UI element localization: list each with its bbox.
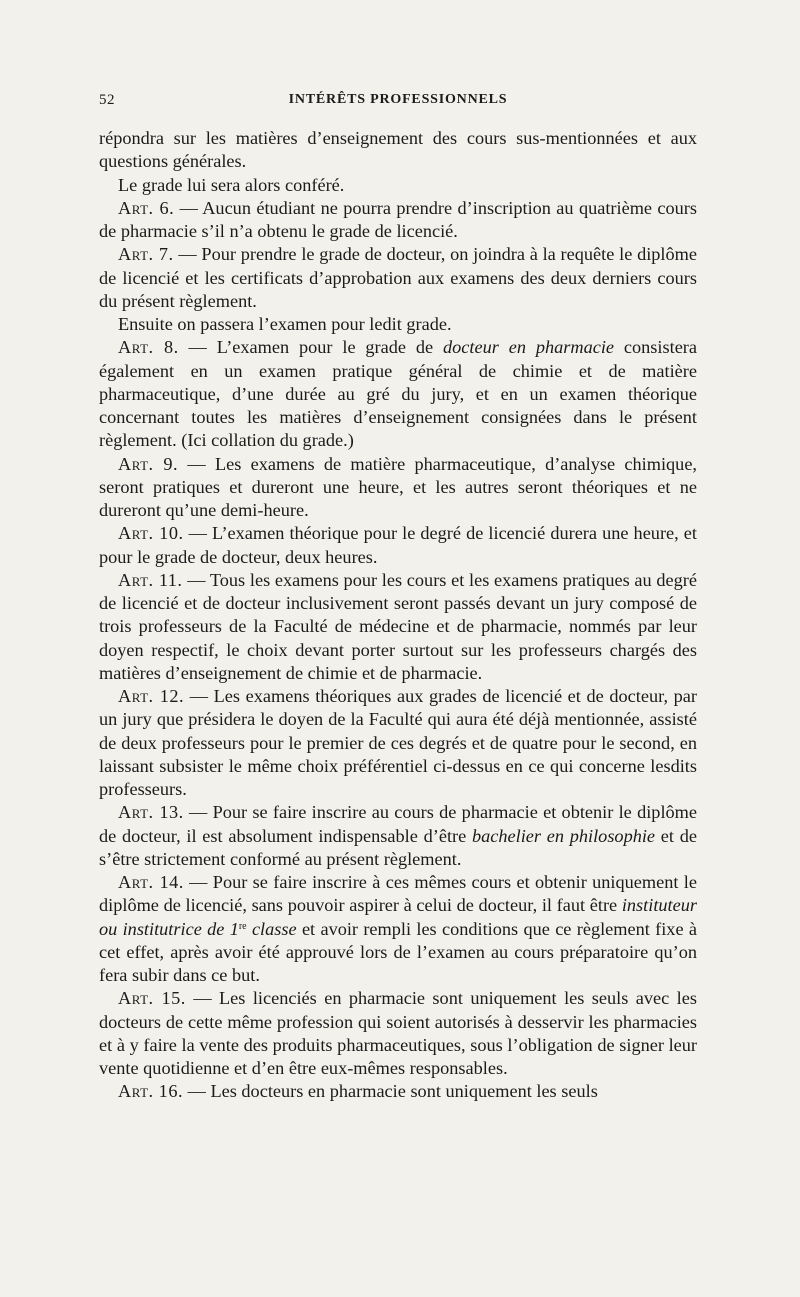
article-text: consistera également en un examen pratique général de chimie et de matière pharmaceutique, d’une durée au gré du jury, et en un examen théorique concernant toutes les matières d’enseignement consignées dans le présent règlement. (Ici collation du grade.)	[99, 337, 698, 451]
article-label: Art. 14.	[118, 872, 184, 892]
article-label: Art. 6.	[118, 197, 175, 218]
paragraph: Le grade lui sera alors conféré.	[118, 174, 345, 195]
article-text: — Les examens théoriques aux grades de licencié et de docteur, par un jury que présidera le doyen de la Faculté qui aura été déjà mentionnée, assisté de deux professeurs pour le premier de ces degrés et de quatre pour le second, en laissant subsister le même choix préférentiel ci-dessus en ce qui concerne lesdits professeurs.	[99, 686, 697, 799]
paragraph-continuation: répondra sur les matières d’enseignement des cours sus-mentionnées et aux questions générales.	[99, 128, 697, 172]
article-text: et de s’être strictement conformé au présent règlement.	[99, 825, 697, 869]
article-14	[99, 871, 697, 987]
article-13	[99, 801, 697, 871]
article-text: — Pour se faire inscrire à ces mêmes cours et obtenir uniquement le diplôme de licencié, sans pouvoir aspirer à celui de docteur, il faut être	[99, 872, 697, 916]
article-text: — Pour se faire inscrire au cours de pharmacie et obtenir le diplôme de docteur, il est absolument indispensable d’être	[99, 802, 697, 846]
article-label: Art. 10.	[118, 523, 184, 544]
article-6	[99, 197, 697, 244]
article-text: — Les docteurs en pharmacie sont uniquement les seuls	[183, 1081, 598, 1102]
article-text: — Tous les examens pour les cours et les examens pratiques au degré de licencié et de docteur inclusivement seront passés devant un jury composé de trois professeurs de la Faculté de médecine et de pharmacie, nommés par leur doyen respectif, le choix devant porter surtout sur les professeurs chargés des matières d’enseignement de chimie et de pharmacie.	[99, 569, 697, 683]
article-emphasis: classe	[246, 918, 297, 939]
article-12	[99, 685, 697, 801]
running-title: INTÉRÊTS PROFESSIONNELS	[288, 92, 508, 107]
article-15	[99, 987, 697, 1080]
article-label: Art. 9.	[118, 453, 179, 474]
article-emphasis: instituteur ou institutrice de 1	[99, 895, 697, 939]
article-text: — L’examen théorique pour le degré de licencié durera une heure, et pour le grade de docteur, deux heures.	[99, 523, 697, 567]
article-text: — Pour prendre le grade de docteur, on joindra à la requête le diplôme de licencié et les certificats d’approbation aux examens des deux derniers cours du présent règlement.	[99, 244, 697, 311]
ordinal-superscript: re	[238, 920, 247, 932]
article-text: — Les examens de matière pharmaceutique, d’analyse chimique, seront pratiques et dureront une heure, et les autres seront théoriques et ne dureront qu’une demi-heure.	[99, 453, 698, 520]
body-text	[99, 127, 697, 1104]
article-9	[99, 453, 697, 523]
article-label: Art. 12.	[118, 686, 185, 706]
article-label: Art. 11.	[118, 569, 183, 590]
article-text: et avoir rempli les conditions que ce règlement fixe à cet effet, après avoir été approuvé lors de l’examen au cours préparatoire qu’on fera subir dans ce but.	[99, 918, 697, 985]
article-text: — Les licenciés en pharmacie sont uniquement les seuls avec les docteurs de cette même profession qui soient autorisés à desservir les pharmacies et à y faire la vente des produits pharmaceutiques, sous l’obligation de signer leur vente quotidienne et d’en être eux-mêmes responsables.	[99, 988, 697, 1078]
article-emphasis: docteur en pharmacie	[443, 337, 615, 358]
article-16	[99, 1080, 697, 1103]
article-text: — Aucun étudiant ne pourra prendre d’inscription au quatrième cours de pharmacie s’il n’a obtenu le grade de licencié.	[99, 197, 698, 241]
article-label: Art. 7.	[118, 244, 174, 265]
article-text: — L’examen pour le grade de	[178, 337, 444, 358]
paragraph: Ensuite on passera l’examen pour ledit grade.	[118, 314, 452, 334]
article-7	[99, 243, 697, 313]
article-10	[99, 522, 697, 569]
article-label: Art. 16.	[118, 1081, 184, 1102]
article-label: Art. 13.	[118, 802, 184, 823]
article-8	[99, 336, 697, 452]
page-number: 52	[99, 92, 115, 108]
article-emphasis: bachelier en philosophie	[471, 825, 656, 846]
article-label: Art. 15.	[118, 988, 186, 1009]
article-11	[99, 569, 697, 685]
article-label: Art. 8.	[118, 337, 179, 358]
